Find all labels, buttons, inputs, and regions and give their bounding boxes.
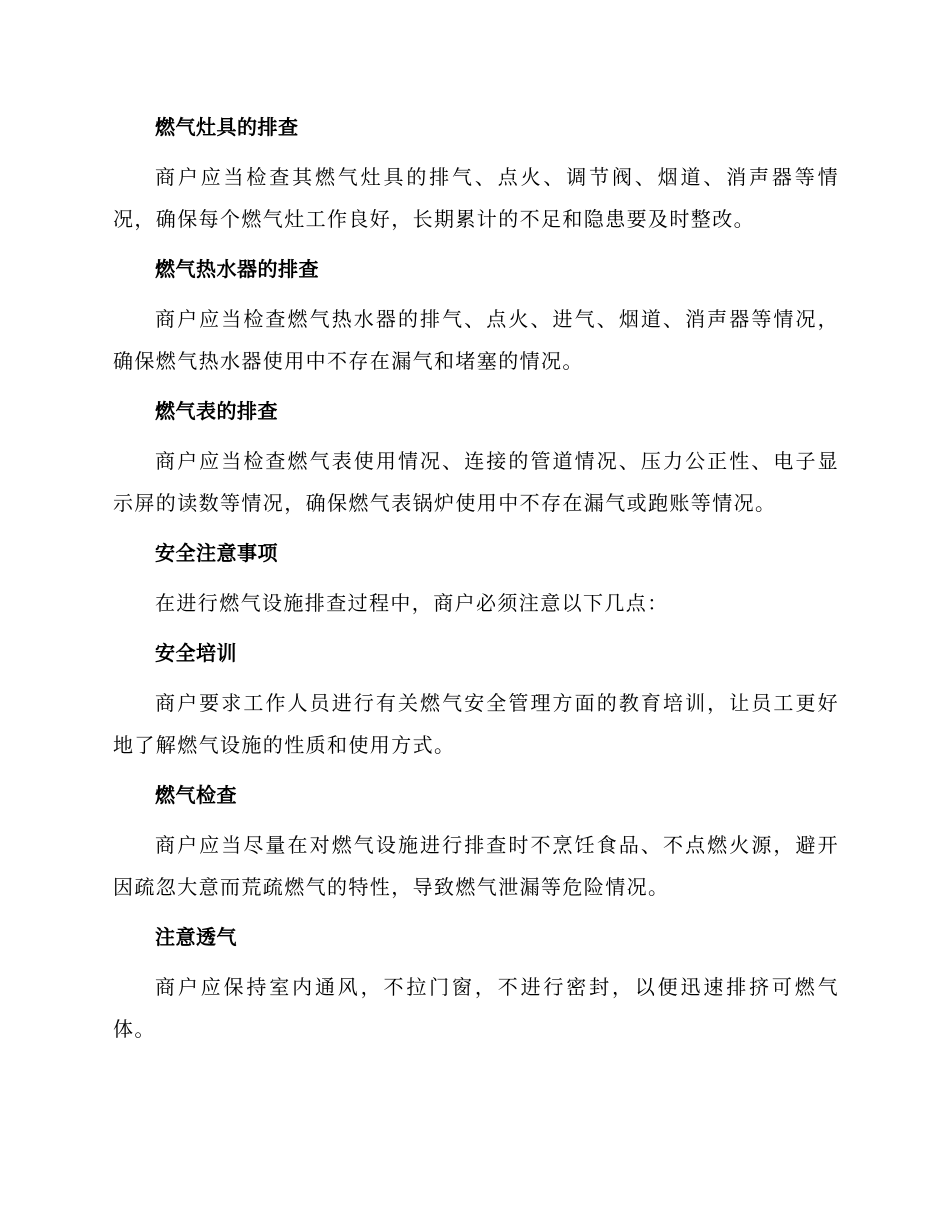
section-heading-safety-notes: 安全注意事项 [155, 541, 278, 565]
document-body [113, 106, 839, 1058]
section-paragraph-water-heater: 商户应当检查燃气热水器的排气、点火、进气、烟道、消声器等情况，确保燃气热水器使用中不存在漏气和堵塞的情况。 [113, 307, 839, 373]
section-paragraph-ventilation: 商户应保持室内通风，不拉门窗，不进行密封，以便迅速排挤可燃气体。 [113, 975, 839, 1041]
section-heading-gas-inspection: 燃气检查 [155, 783, 237, 807]
section-paragraph-gas-meter: 商户应当检查燃气表使用情况、连接的管道情况、压力公正性、电子显示屏的读数等情况，确保燃气表锅炉使用中不存在漏气或跑账等情况。 [113, 449, 839, 515]
section-paragraph-safety-notes: 在进行燃气设施排查过程中，商户必须注意以下几点： [155, 591, 669, 615]
section-heading-water-heater: 燃气热水器的排查 [155, 257, 319, 281]
section-heading-safety-training: 安全培训 [155, 641, 237, 665]
section-heading-stove: 燃气灶具的排查 [155, 115, 299, 139]
section-paragraph-gas-inspection: 商户应当尽量在对燃气设施进行排查时不烹饪食品、不点燃火源，避开因疏忽大意而荒疏燃气的特性，导致燃气泄漏等危险情况。 [113, 833, 839, 899]
section-paragraph-safety-training: 商户要求工作人员进行有关燃气安全管理方面的教育培训，让员工更好地了解燃气设施的性质和使用方式。 [113, 691, 839, 757]
section-heading-ventilation: 注意透气 [155, 925, 237, 949]
section-paragraph-stove: 商户应当检查其燃气灶具的排气、点火、调节阀、烟道、消声器等情况，确保每个燃气灶工作良好，长期累计的不足和隐患要及时整改。 [113, 165, 839, 231]
section-heading-gas-meter: 燃气表的排查 [155, 399, 278, 423]
